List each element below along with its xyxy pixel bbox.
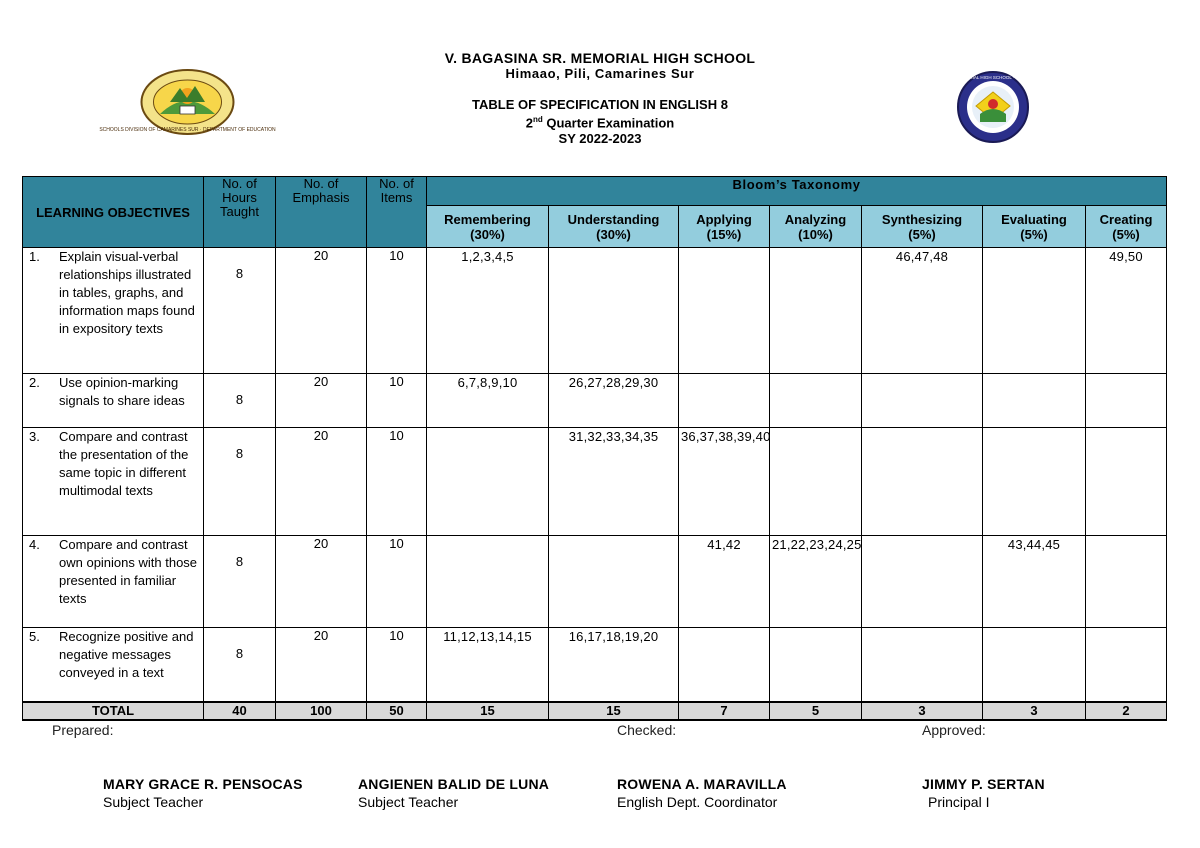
item-numbers-cell: 43,44,45 [983,536,1086,628]
item-numbers-cell [1086,374,1167,428]
objective-cell [23,536,204,628]
signatory-name: ROWENA A. MARAVILLA [617,776,787,792]
items-cell: 10 [367,628,427,702]
item-numbers-cell [1086,428,1167,536]
items-cell: 10 [367,248,427,374]
total-items-cell: 50 [367,702,427,720]
school-name: V. BAGASINA SR. MEMORIAL HIGH SCHOOL [444,50,756,66]
emphasis-cell: 20 [276,248,367,374]
objective-text: Compare and contrast own opinions with those presented in familiar texts [59,537,198,606]
item-numbers-cell: 49,50 [1086,248,1167,374]
item-numbers-cell: 46,47,48 [862,248,983,374]
item-numbers-cell [1086,628,1167,702]
item-numbers-cell [862,374,983,428]
level-percent: (5%) [908,226,936,242]
level-name: Analyzing [784,211,847,227]
total-level-cell: 15 [427,702,549,720]
header-level-creating [1086,206,1167,248]
items-cell: 10 [367,374,427,428]
school-address: Himaao, Pili, Camarines Sur [505,66,695,81]
objective-text: Use opinion-marking signals to share ideas [59,375,185,408]
hours-cell: 8 [204,428,276,536]
total-level-cell: 3 [983,702,1086,720]
header-level-remembering [427,206,549,248]
emphasis-cell: 20 [276,374,367,428]
level-percent: (5%) [1020,226,1048,242]
header-level-applying [679,206,770,248]
item-numbers-cell [770,374,862,428]
level-percent: (5%) [1112,226,1140,242]
right-seal-text: V. BAGASINA SR. MEMORIAL HIGH SCHOOL · HIMAAO, PILI, CAM. SUR [917,75,1069,80]
signatory-name: MARY GRACE R. PENSOCAS [103,776,303,792]
hours-cell: 8 [204,628,276,702]
item-numbers-cell: 6,7,8,9,10 [427,374,549,428]
prepared-label: Prepared: [52,722,114,738]
document-title: TABLE OF SPECIFICATION IN ENGLISH 8 [472,97,728,112]
objective-number: 1. [29,249,40,264]
specification-table [22,176,1167,721]
item-numbers-cell: 36,37,38,39,40 [679,428,770,536]
item-numbers-cell [983,248,1086,374]
emphasis-cell: 20 [276,428,367,536]
header-level-synthesizing [862,206,983,248]
signatory-role: Subject Teacher [103,794,204,810]
total-emphasis-cell: 100 [276,702,367,720]
total-level-cell: 3 [862,702,983,720]
header-hours-taught: No. of Hours Taught [204,177,276,248]
item-numbers-cell: 1,2,3,4,5 [427,248,549,374]
total-hours-cell: 40 [204,702,276,720]
item-numbers-cell [427,536,549,628]
item-numbers-cell [770,428,862,536]
signatory-role: Principal I [928,794,990,810]
table-row [23,248,1167,374]
approved-label: Approved: [922,722,986,738]
item-numbers-cell: 31,32,33,34,35 [549,428,679,536]
level-percent: (30%) [470,226,505,242]
objective-text: Compare and contrast the presentation of the same topic in different multimodal texts [59,429,189,498]
checked-label: Checked: [617,722,677,738]
items-cell: 10 [367,428,427,536]
signatory-role: Subject Teacher [358,794,459,810]
total-level-cell: 2 [1086,702,1167,720]
school-year: SY 2022-2023 [558,131,642,147]
emphasis-cell: 20 [276,628,367,702]
item-numbers-cell [1086,536,1167,628]
header-level-evaluating [983,206,1086,248]
item-numbers-cell [679,374,770,428]
table-row [23,628,1167,702]
signatory-name: ANGIENEN BALID DE LUNA [358,776,550,792]
hours-cell: 8 [204,536,276,628]
item-numbers-cell [427,428,549,536]
items-cell: 10 [367,536,427,628]
left-seal-text: SCHOOLS DIVISION OF CAMARINES SUR · DEPARTMENT OF EDUCATION [99,127,276,133]
objective-number: 2. [29,375,40,390]
item-numbers-cell [770,248,862,374]
objective-cell [23,628,204,702]
emphasis-cell: 20 [276,536,367,628]
total-level-cell: 15 [549,702,679,720]
item-numbers-cell [983,374,1086,428]
item-numbers-cell [983,428,1086,536]
level-name: Applying [696,211,752,227]
level-percent: (30%) [596,226,631,242]
signatory-name: JIMMY P. SERTAN [922,776,1045,792]
item-numbers-cell: 41,42 [679,536,770,628]
item-numbers-cell: 21,22,23,24,25 [770,536,862,628]
objective-number: 3. [29,429,40,444]
item-numbers-cell [862,536,983,628]
table-row [23,536,1167,628]
hours-cell: 8 [204,374,276,428]
total-row [23,702,1167,720]
item-numbers-cell [983,628,1086,702]
total-level-cell: 5 [770,702,862,720]
item-numbers-cell [770,628,862,702]
level-name: Evaluating [1001,211,1067,227]
header-level-understanding [549,206,679,248]
header-blooms-taxonomy: Bloom’s Taxonomy [427,177,1167,206]
level-percent: (10%) [798,226,833,242]
item-numbers-cell [679,248,770,374]
signatory-role: English Dept. Coordinator [617,794,778,810]
item-numbers-cell [862,428,983,536]
item-numbers-cell: 16,17,18,19,20 [549,628,679,702]
item-numbers-cell [679,628,770,702]
item-numbers-cell [862,628,983,702]
objective-number: 5. [29,629,40,644]
total-level-cell: 7 [679,702,770,720]
header-items: No. of Items [367,177,427,248]
header-learning-objectives: LEARNING OBJECTIVES [23,177,204,248]
item-numbers-cell: 11,12,13,14,15 [427,628,549,702]
objective-cell [23,248,204,374]
header-level-analyzing [770,206,862,248]
header-emphasis: No. of Emphasis [276,177,367,248]
objective-text: Recognize positive and negative messages conveyed in a text [59,629,194,680]
objective-cell [23,374,204,428]
table-body [23,248,1167,720]
item-numbers-cell [549,536,679,628]
total-label-cell: TOTAL [23,702,204,720]
hours-cell: 8 [204,248,276,374]
item-numbers-cell: 26,27,28,29,30 [549,374,679,428]
objective-text: Explain visual-verbal relationships illustrated in tables, graphs, and information maps found in expository texts [59,249,195,336]
level-name: Remembering [444,211,531,227]
level-name: Creating [1099,211,1153,227]
table-row [23,428,1167,536]
objective-cell [23,428,204,536]
objective-number: 4. [29,537,40,552]
table-row [23,374,1167,428]
item-numbers-cell [549,248,679,374]
quarter-label: 2nd Quarter Examination [525,115,675,131]
level-name: Synthesizing [881,211,963,227]
document-header [0,50,1200,147]
level-name: Understanding [567,211,660,227]
level-percent: (15%) [706,226,742,242]
